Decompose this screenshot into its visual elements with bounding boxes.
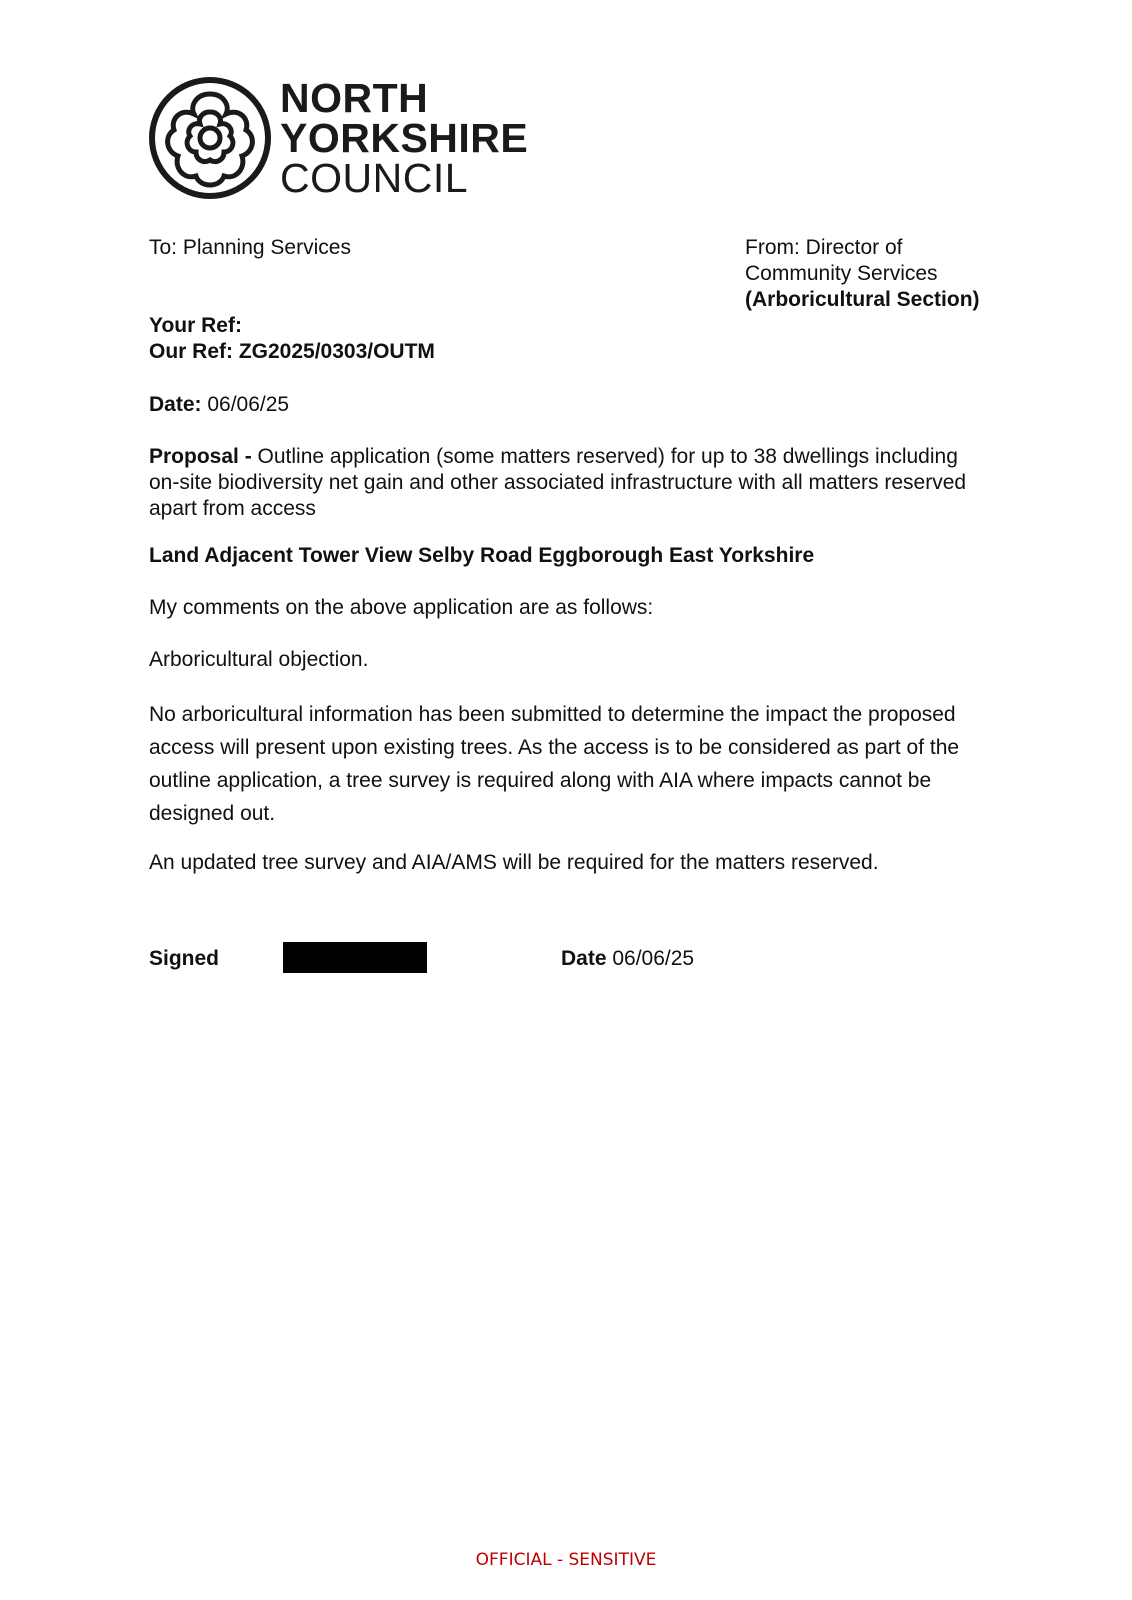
logo-line-council: COUNCIL xyxy=(280,155,469,201)
site-address: Land Adjacent Tower View Selby Road Eggborough East Yorkshire xyxy=(149,544,815,567)
date-line xyxy=(149,392,289,418)
requirement-paragraph: An updated tree survey and AIA/AMS will be required for the matters reserved. xyxy=(149,851,879,874)
council-wordmark xyxy=(280,75,529,201)
proposal-paragraph xyxy=(149,444,984,522)
rose-emblem-icon xyxy=(146,72,274,204)
assessment-paragraph: No arboricultural information has been submitted to determine the impact the proposed access will present upon existing trees. As the access is to be considered as part of the outline application, a tree survey is required along with AIA where impacts cannot be designed out. xyxy=(149,703,960,825)
classification-footer: OFFICIAL - SENSITIVE xyxy=(475,1550,657,1570)
signed-label: Signed xyxy=(149,947,220,970)
logo-line-north: NORTH xyxy=(280,75,429,121)
from-block xyxy=(745,235,1045,313)
from-line-2: Community Services xyxy=(745,262,938,285)
redacted-signature xyxy=(283,942,427,973)
our-ref: Our Ref: ZG2025/0303/OUTM xyxy=(149,340,435,363)
date-value: 06/06/25 xyxy=(201,393,290,416)
signature-date-line xyxy=(561,946,694,972)
your-ref: Your Ref: xyxy=(149,314,242,337)
objection-text: Arboricultural objection. xyxy=(149,648,369,671)
from-line-1: From: Director of xyxy=(745,236,903,259)
proposal-label: Proposal - xyxy=(149,445,252,468)
to-recipient: To: Planning Services xyxy=(149,236,351,259)
from-line-3: (Arboricultural Section) xyxy=(745,288,980,311)
proposal-text: Outline application (some matters reserved) for up to 38 dwellings including on-site biodiversity net gain and other associated infrastructure with all matters reserved apart from access xyxy=(149,445,967,520)
signature-date-label: Date xyxy=(561,947,607,970)
intro-text: My comments on the above application are as follows: xyxy=(149,596,654,619)
logo-line-yorkshire: YORKSHIRE xyxy=(280,115,529,161)
date-label: Date: xyxy=(149,393,202,416)
signature-date-value: 06/06/25 xyxy=(606,947,695,970)
